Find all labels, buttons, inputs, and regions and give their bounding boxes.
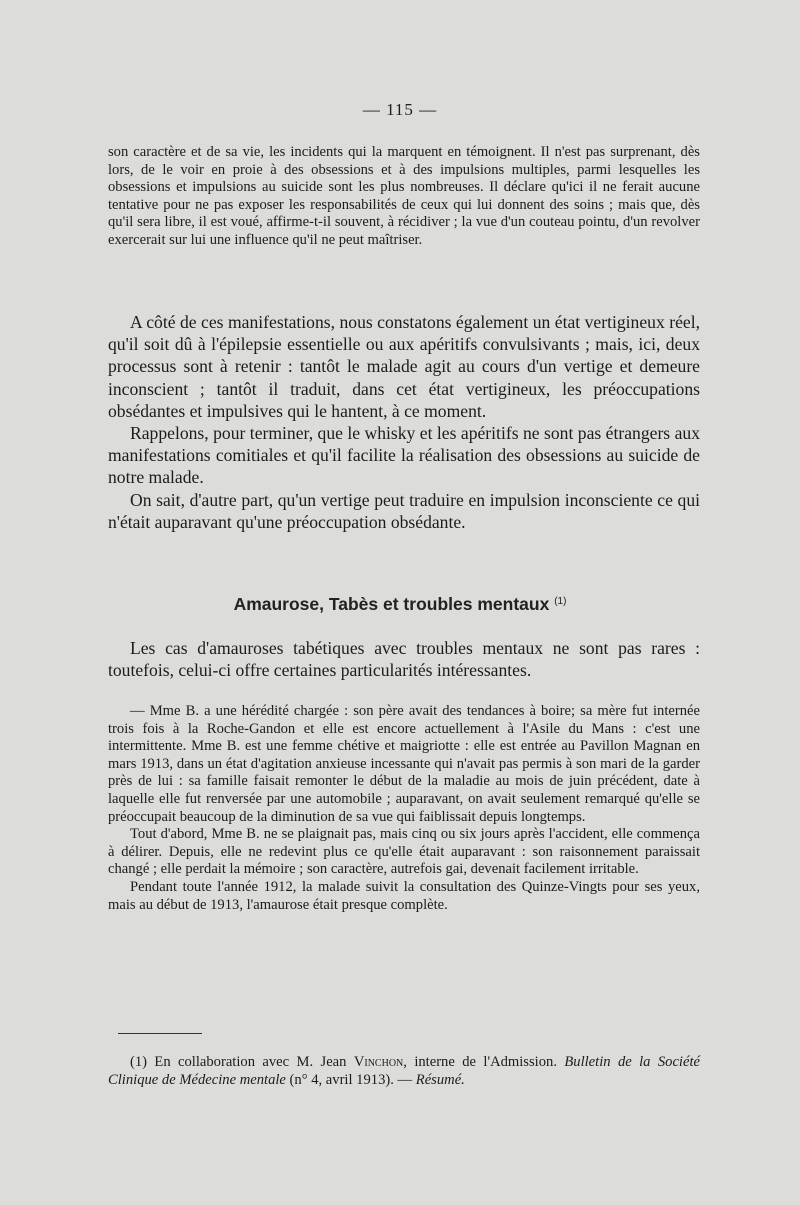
footnote [108, 1054, 700, 1089]
section-title [0, 594, 800, 615]
footnote-reference: (1) [554, 596, 567, 607]
section-title-text: Amaurose, Tabès et troubles mentaux [233, 594, 550, 614]
paragraph-7: Tout d'abord, Mme B. ne se plaignait pas, mais cinq ou six jours après l'accident, elle commença à délirer. Depuis, elle ne redevint plus ce qu'elle était auparavant : son raisonnement paraissait changé ; elle perdait la mémoire ; son caractère, autrefois gai, devenait facilement irritable. [108, 826, 700, 878]
paragraph-6: — Mme B. a une hérédité chargée : son père avait des tendances à boire; sa mère fut internée trois fois à la Roche-Gandon et elle est encore actuellement à l'Asile du Mans : c'est une intermittente. Mme B. est une femme chétive et maigriotte : elle est entrée au Pavillon Magnan en mars 1913, dans un état d'agitation anxieuse incessante qui n'avait pas permis à son mari de la garder près de lui : sa famille faisait remonter le début de la maladie au mois de juin précédent, date à laquelle elle fut renversée par une automobile ; auparavant, on avait seulement remarqué qu'elle se préoccupait beaucoup de la diminution de sa vue qui faiblissait depuis longtemps. [108, 703, 700, 825]
footnote-note: Résumé. [415, 1071, 465, 1088]
footnote-middle: , interne de l'Admission. [403, 1054, 565, 1070]
paragraph-8: Pendant toute l'année 1912, la malade suivit la consultation des Quinze-Vingts pour ses yeux, mais au début de 1913, l'amaurose était presque complète. [108, 878, 700, 913]
paragraph-5: Les cas d'amauroses tabétiques avec troubles mentaux ne sont pas rares : toutefois, celui-ci offre certaines particularités intéressantes. [108, 638, 700, 681]
case-block [108, 703, 700, 914]
footnote-issue: (n° 4, avril 1913). — [285, 1071, 416, 1088]
page-number: — 115 — [362, 100, 438, 119]
paragraph-1: son caractère et de sa vie, les incidents qui la marquent en témoignent. Il n'est pas surprenant, dès lors, de le voir en proie à des obsessions et à des impulsions multiples, parmi lesquelles les obsessions et impulsions au suicide sont les plus nombreuses. Il déclare qu'ici il ne ferait aucune tentative pour ne pas exposer les responsabilités de ceux qui lui donnent des soins ; mais que, dès qu'il sera libre, il est voué, affirme-t-il souvent, à récidiver ; la vue d'un couteau pointu, d'un revolver exercerait sur lui une influence qu'il ne peut maîtriser. [108, 144, 700, 248]
intro-block [108, 637, 700, 681]
footnote-prefix: (1) En collaboration avec M. Jean [130, 1054, 354, 1070]
footnote-journal: Bulletin de la Société Clinique de Médecine mentale [108, 1054, 700, 1088]
body-text-block [108, 311, 700, 533]
footnote-name: Vinchon [353, 1054, 404, 1070]
footnote-divider [118, 1033, 202, 1034]
paragraph-4: On sait, d'autre part, qu'un vertige peut traduire en impulsion inconsciente ce qui n'était auparavant qu'une préoccupation obsédante. [108, 489, 700, 532]
footnote-block [108, 1054, 700, 1089]
paragraph-1-block [108, 144, 700, 250]
paragraph-3: Rappelons, pour terminer, que le whisky et les apéritifs ne sont pas étrangers aux manifestations comitiales et qu'il facilite la réalisation des obsessions au suicide de notre malade. [108, 423, 700, 488]
paragraph-2: A côté de ces manifestations, nous constatons également un état vertigineux réel, qu'il soit dû à l'épilepsie essentielle ou aux apéritifs convulsivants ; mais, ici, deux processus sont à retenir : tantôt le malade agit au cours d'un vertige et demeure inconscient ; tantôt il traduit, dans cet état vertigineux, les préoccupations obsédantes et impulsives qui le hantent, à ce moment. [108, 312, 700, 421]
